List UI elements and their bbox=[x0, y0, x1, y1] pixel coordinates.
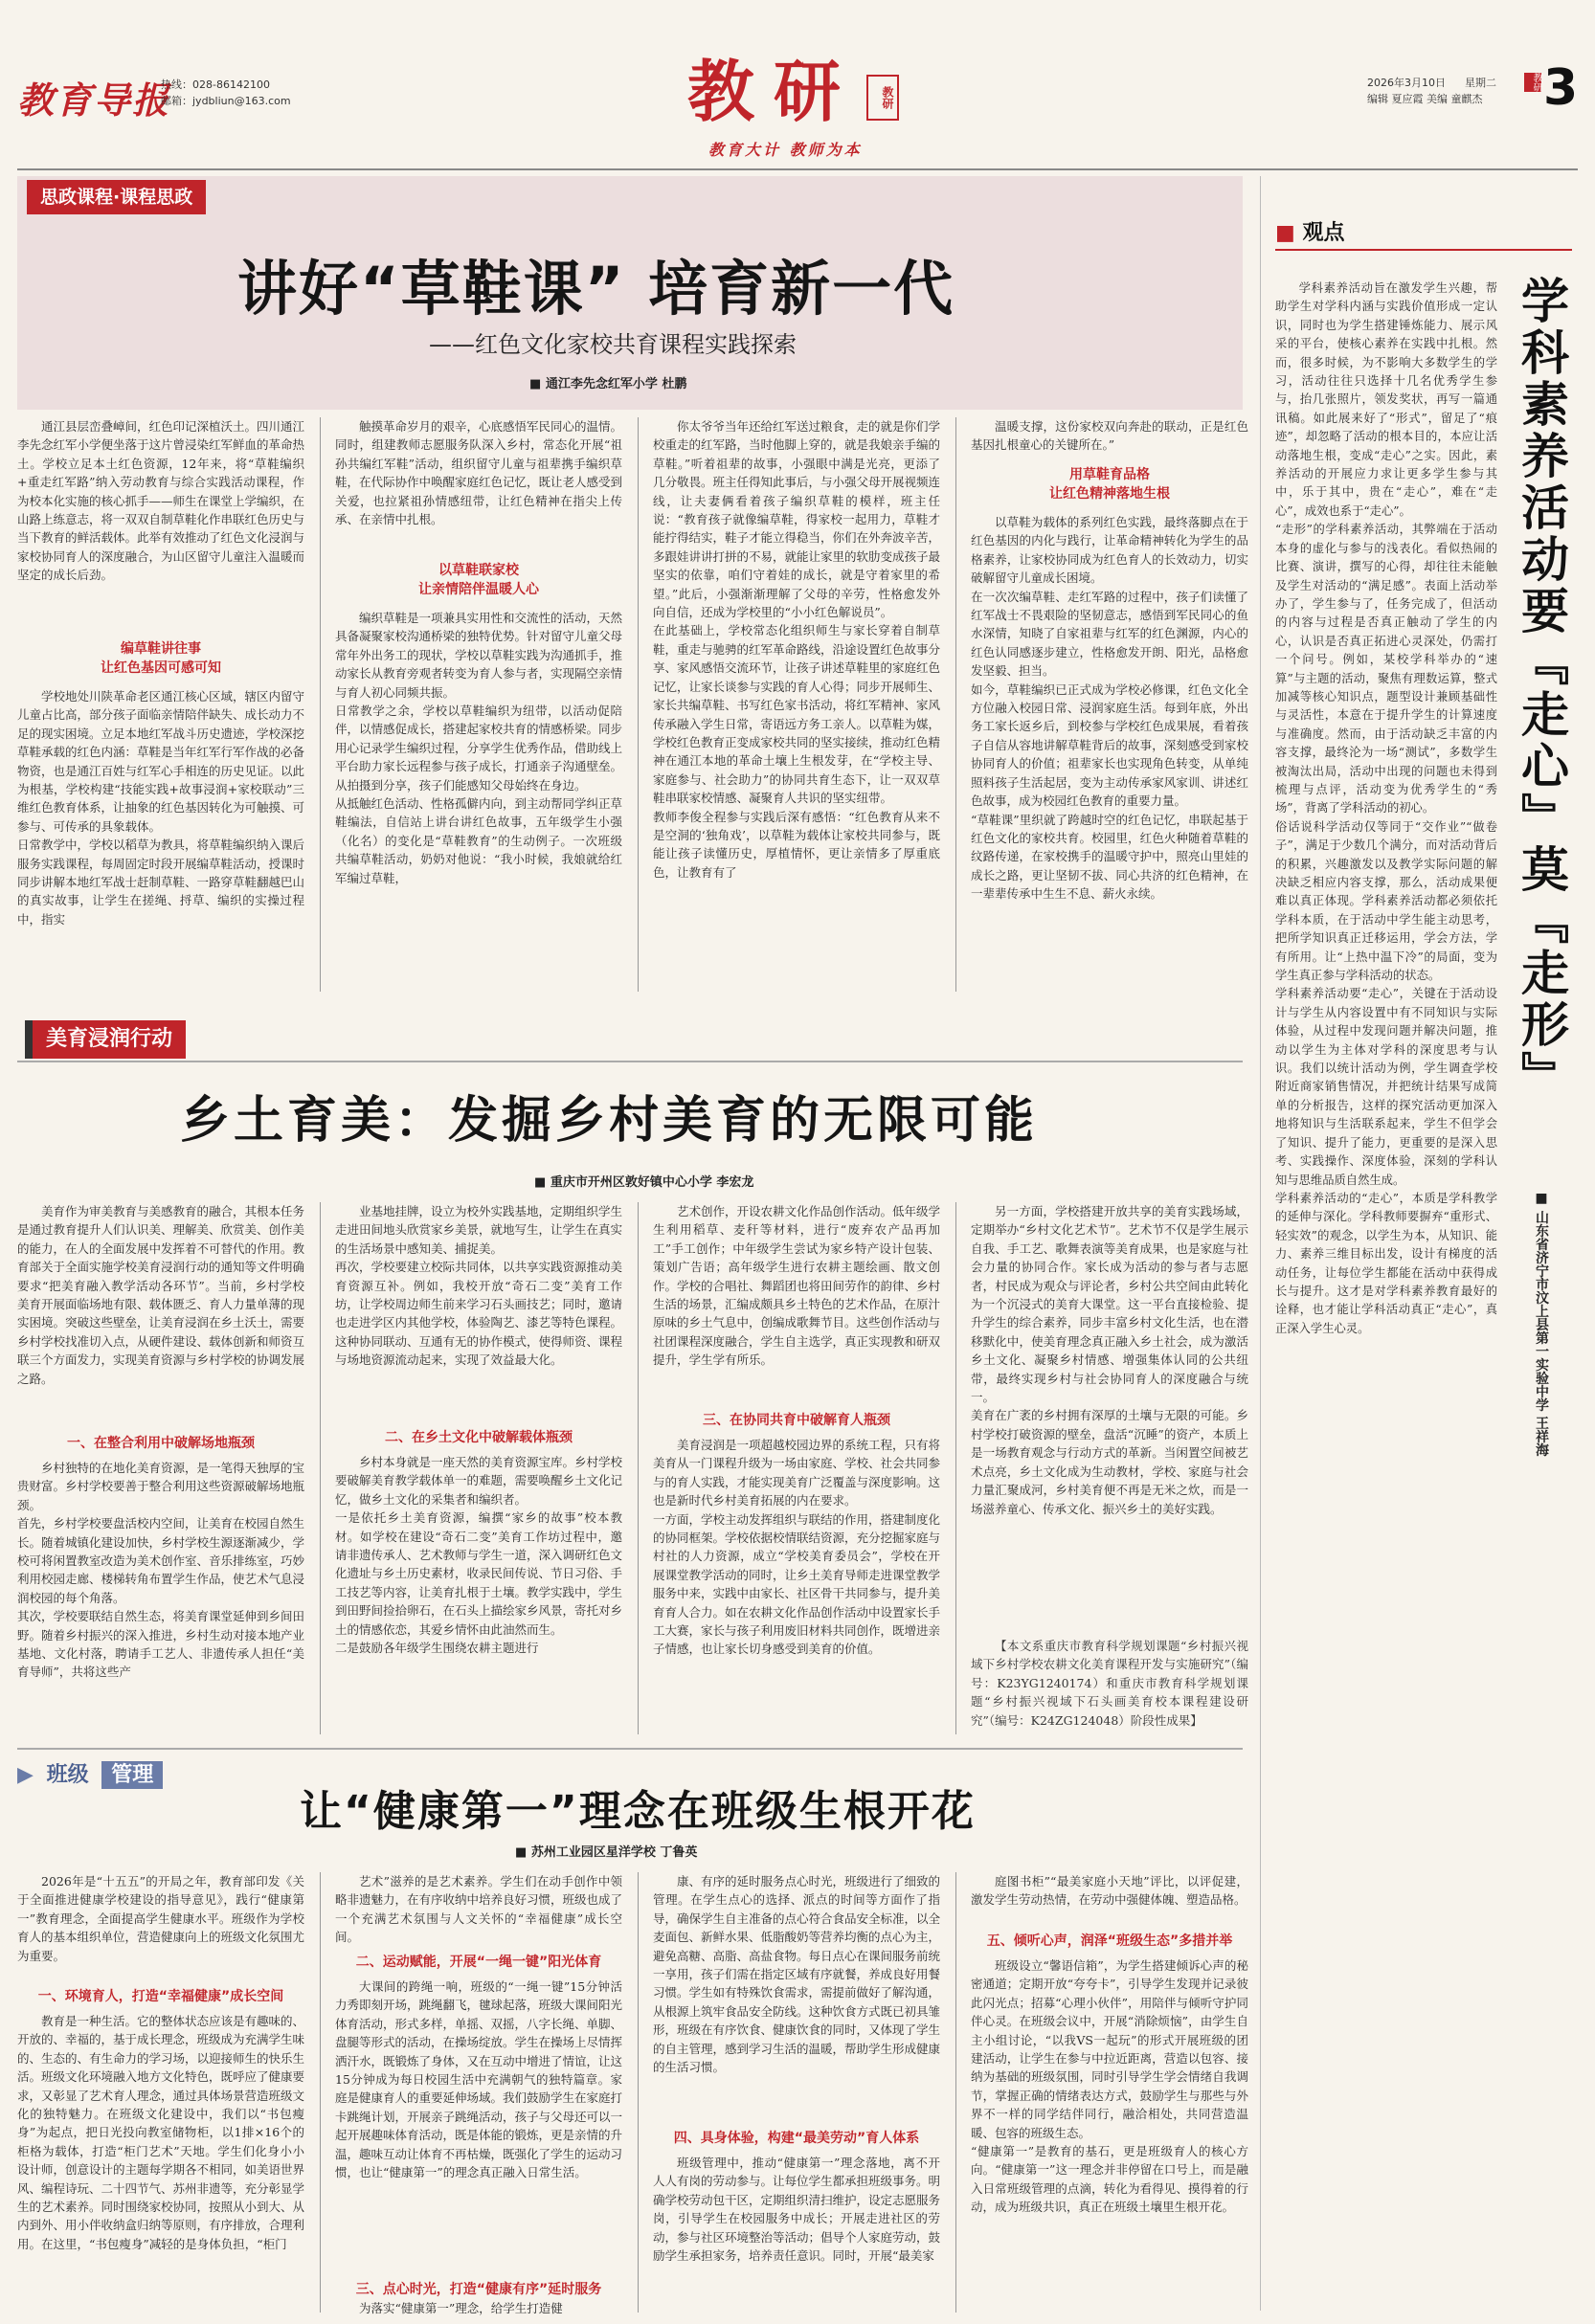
section-title: 教研 bbox=[687, 52, 860, 131]
article3-col2c: 为落实“健康第一”理念，给学生打造健 bbox=[359, 2301, 563, 2315]
slogan: 教育大计 教师为本 bbox=[708, 141, 863, 159]
article3-col2: 艺术”滋养的是艺术素养。学生们在动手创作中领略非遗魅力，在有序收纳中培养良好习惯，班级也成了一个充满艺术氛围与人文关怀的“幸福健康”成长空间。 bbox=[335, 1874, 622, 1945]
article1-col2b: 编织草鞋是一项兼具实用性和交流性的活动，天然具备凝聚家校沟通桥梁的独特优势。针对留守儿童父母常年外出务工的现状，学校以草鞋实践为沟通抓手，推动家长从教育旁观者转变为育人参与者，实现隔空亲情与育人初心同频共振。 日常教学之余，学校以草鞋编织为纽带，以活动促陪伴，以情感促成长，搭建起家校共育的情感桥梁。同步用心记录学生编织过程，分享学生优秀作品，借助线上平台助力家长远程参与孩子成长，打通亲子沟通壁垒。从拍摄到分享，孩子们能感知父母始终在身边。 从抵触红色活动、性格孤僻内向，到主动帮同学纠正草鞋编法，自信站上讲台讲红色故事，五年级学生小强（化名）的变化是“草鞋教育”的生动例子。一次班级共编草鞋活动，奶奶对他说：“我小时候，我娘就给红军编过草鞋， bbox=[335, 611, 622, 885]
article3-sub2: 二、运动赋能，开展“一绳一键”阳光体育 bbox=[355, 1955, 602, 1970]
article1-col4: 以草鞋为载体的系列红色实践，最终落脚点在于红色基因的内化与践行，让革命精神转化为学生的品格素养，让家校协同成为红色育人的长效动力，切实破解留守儿童成长困境。 在一次次编草鞋、走红军路的过程中，孩子们读懂了红军战士不畏艰险的坚韧意志，感悟到军民同心的鱼水深情，知晓了自家祖辈与红军的红色渊源，内心的红色认同感逐步建立，性格愈发开朗、阳光，品格愈发坚毅、担当。 如今，草鞋编织已正式成为学校必修课，红色文化全方位融入校园日常、浸润家庭生活。每到年底，外出务工家长返乡后，到校参与学校红色成果展，看着孩子自信从容地讲解草鞋背后的故事，深刻感受到家校协同育人的价值；祖辈家长也实现角色转变，从单纯照料孩子生活起居，变为主动传承家风家训、讲述红色故事，成为校园红色教育的重要力量。 “草鞋课”里织就了跨越时空的红色记忆，串联起基于红色文化的家校共育。校园里，红色火种随着草鞋的纹路传递，在家校携手的温暖守护中，照亮山里娃的成长之路，更让坚韧不拔、同心共济的红色精神，在一辈辈传承中生生不息、薪火永续。 bbox=[971, 515, 1248, 902]
divider bbox=[320, 417, 321, 992]
article-class-health bbox=[17, 1748, 1248, 2316]
article-rural-aesthetics bbox=[17, 1020, 1248, 1738]
article3-byline bbox=[515, 1842, 697, 1860]
opinion-tag-text: 观点 bbox=[1302, 221, 1345, 245]
article2-sub3: 三、在协同共育中破解育人瓶颈 bbox=[703, 1413, 890, 1428]
article2-tag-text: 美育浸润行动 bbox=[46, 1027, 173, 1051]
article2-byline-text: 重庆市开州区敦好镇中心小学 李宏龙 bbox=[550, 1175, 754, 1190]
opinion-byline bbox=[1532, 1191, 1551, 1612]
article3-col4b: 班级设立“馨语信箱”，为学生搭建倾诉心声的秘密通道；定期开放“夸夸卡”，引导学生发现并记录彼此闪光点；招募“心理小伙伴”，用陪伴与倾听守护同伴心灵。在班级会议中，开展“消除烦恼”，由学生自主小组讨论，“以我VS一起玩”的形式开展班级的团建活动，让学生在参与中拉近距离，营造以包容、接纳为基础的班级氛围，同时引导学生学会情绪自我调节，掌握正确的情绪表达方式，鼓励学生与那些与外界不一样的同学结伴同行，融洽相处，共同营造温暖、包容的班级生态。 “健康第一”是教育的基石，更是班级育人的核心方向。“健康第一”这一理念并非停留在口号上，而是融入日常班级管理的点滴，转化为看得见、摸得着的行动，成为班级共识，真正在班级土壤里生根开花。 bbox=[971, 1958, 1248, 2215]
byline-square-icon: ■ bbox=[515, 1845, 531, 1860]
article2-col1: 美育作为审美教育与美感教育的融合，其根本任务是通过教育提升人们认识美、理解美、欣赏美、创作美的能力，在人的全面发展中发挥着不可替代的作用。教育部关于全面实施学校美育浸润行动的通知等文件明确要求“把美育融入教学活动各环节”。当前，乡村学校美育开展面临场地有限、载体匮乏、育人力量单薄的现实困境。突破这些壁垒，让美育浸润在乡土沃土，需要乡村学校找准切入点，从硬件建设、载体创新和师资互联三个方面发力，实现美育资源与乡村学校的协调发展之路。 bbox=[17, 1204, 304, 1386]
arrow-icon: ▶ bbox=[17, 1763, 34, 1787]
article3-byline-text: 苏州工业园区星洋学校 丁鲁英 bbox=[530, 1845, 698, 1860]
divider bbox=[320, 1202, 321, 1734]
opinion-tag-rule bbox=[1275, 249, 1572, 251]
article1-sub2: 以草鞋联家校 让亲情陪伴温暖人心 bbox=[418, 563, 539, 597]
article1-intro: 通江县层峦叠嶂间，红色印记深植沃土。四川通江李先念红军小学便坐落于这片曾浸染红军鲜血的革命热土。学校立足本土红色资源，12年来，将“草鞋编织+重走红军路”纳入劳动教育与综合实践活动课程，作为校本化实施的核心抓手——师生在课堂上学编织，在山路上练意志，将一双双自制草鞋化作串联红色历史与当下教育的鲜活载体。此举有效推动了红色文化浸润与家校协同育人的深度融合，为山区留守儿童注入温暖而坚定的成长后劲。 bbox=[17, 419, 304, 583]
article2-sub2: 二、在乡土文化中破解载体瓶颈 bbox=[385, 1430, 573, 1445]
masthead bbox=[0, 0, 1595, 172]
article2-col4: 另一方面，学校搭建开放共享的美育实践场域，定期举办“乡村文化艺术节”。艺术节不仅是学生展示自我、手工艺、歌舞表演等美育成果，也是家庭与社会力量的协同合作。家长成为活动的参与者与志愿者，村民成为观众与评论者，乡村公共空间由此转化为一个沉浸式的美育大课堂。这一平台直接检验、提升学生的综合素养，同步丰富乡村文化生活，也在潜移默化中，使美育理念真正融入乡土社会，成为激活乡土文化、凝聚乡村情感、增强集体认同的公共纽带，最终实现乡村与社会协同育人的深度融合与统一。 美育在广袤的乡村拥有深厚的土壤与无限的可能。乡村学校打破资源的壁垒，盘活“沉睡”的资产，本质上是一场教育观念与行动方式的革新。当闲置空间被艺术点亮，乡土文化成为生动教材，学校、家庭与社会力量汇聚成河，乡村美育便不再是无米之炊，而是一场滋养童心、传承文化、振兴乡土的美好实践。 bbox=[971, 1204, 1248, 1516]
article3-title: 让“健康第一”理念在班级生根开花 bbox=[300, 1787, 976, 1836]
article1-byline bbox=[529, 373, 686, 391]
article1-byline-text: 通江李先念红军小学 杜鹏 bbox=[545, 377, 687, 391]
divider bbox=[320, 1872, 321, 2313]
article3-rule bbox=[17, 1748, 1243, 1750]
article1-tag: 思政课程·课程思政 bbox=[27, 180, 206, 214]
divider bbox=[1260, 176, 1261, 2311]
article3-sub5: 五、倾听心声，润泽“班级生态”多措并举 bbox=[986, 1933, 1233, 1949]
opinion-tag bbox=[1275, 216, 1344, 246]
article2-title: 乡土育美：发掘乡村美育的无限可能 bbox=[180, 1092, 1039, 1150]
paper-logo: 教育导报 bbox=[17, 78, 171, 122]
opinion-byline-text: 山东省济宁市汶上县第一实验中学 王祥海 bbox=[1534, 1210, 1549, 1457]
opinion-title: 学科素养活动要『走心』莫『走形』 bbox=[1514, 276, 1569, 1103]
article2-col3b: 美育浸润是一项超越校园边界的系统工程，只有将美育从一门课程升级为一场由家庭、学校、社会共同参与的育人实践，才能实现美育广泛覆盖与深度影响。这也是新时代乡村美育拓展的内在要求。 一方面，学校主动发挥组织与联结的作用，搭建制度化的协同框架。学校依据校情联结资源，充分挖掘家庭与村社的人力资源，成立“学校美育委员会”，学校在开展课堂教学活动的同时，让乡土美育导师走进课堂教学服务中来，实践中由家长、社区骨干共同参与，提升美育育人合力。如在农耕文化作品创作活动中设置家长手工大赛，家长与孩子利用废旧材料共同创作，既增进亲子情感，也让家长切身感受到美育的价值。 bbox=[653, 1438, 940, 1657]
byline-square-icon: ■ bbox=[534, 1175, 550, 1190]
editors: 编辑 夏应霞 美编 童麒杰 bbox=[1367, 93, 1483, 105]
section-seal: 教研 bbox=[866, 75, 899, 121]
page-number: 3 bbox=[1543, 59, 1579, 117]
article3-sub4: 四、具身体验，构建“最美劳动”育人体系 bbox=[673, 2131, 920, 2146]
article1-col1: 学校地处川陕革命老区通江核心区域，辖区内留守儿童占比高，部分孩子面临亲情陪伴缺失、成长动力不足的现实困境。立足本地红军战斗历史遗迹，学校深挖草鞋承载的红色内涵：草鞋是当年红军行军作战的必备物资，也是通江百姓与红军心手相连的历史见证。以此为根基，学校构建“技能实践+故事浸润+家校联动”三维红色教育体系，让抽象的红色基因转化为可触摸、可参与、可传承的具象载体。 日常教学中，学校以稻草为教具，将草鞋编织纳入课后服务实践课程，每周固定时段开展编草鞋活动，授课时同步讲解本地红军战士赶制草鞋、一路穿草鞋翻越巴山的真实故事，让学生在搓绳、捋草、编织的实操过程中，指实 bbox=[17, 689, 304, 927]
article3-col1: 2026年是“十五五”的开局之年，教育部印发《关于全面推进健康学校建设的指导意见》，践行“健康第一”教育理念，全面提高学生健康水平。班级作为学校育人的基本组织单位，营造健康向上的班级文化氛围尤为重要。 bbox=[17, 1874, 304, 1963]
email: 邮箱：jydbliun@163.com bbox=[161, 95, 291, 107]
byline-square-icon: ■ bbox=[529, 377, 546, 391]
article1-subtitle: ——红色文化家校共育课程实践探索 bbox=[429, 331, 797, 358]
masthead-rule bbox=[17, 168, 1578, 170]
article2-col2: 业基地挂牌，设立为校外实践基地，定期组织学生走进田间地头欣赏家乡美景，就地写生，让学生在真实的生活场景中感知美、捕捉美。 再次，学校要建立校际共同体，以共享实践资源推动美育资源互补。例如，我校开放“奇石二变”美育工作坊，让学校周边师生前来学习石头画技艺；同时，邀请也走进学区内其他学校，体验陶艺、漆艺等特色课程。这种协同联动、互通有无的协作模式，使得师资、课程与场地资源流动起来，实现了效益最大化。 bbox=[335, 1204, 622, 1368]
hotline: 热线：028-86142100 bbox=[161, 78, 270, 91]
article-red-culture bbox=[17, 176, 1248, 999]
article2-tag bbox=[25, 1020, 186, 1059]
article3-tag bbox=[17, 1759, 163, 1792]
issue-weekday: 星期二 bbox=[1465, 77, 1496, 89]
article1-col2a: 触摸革命岁月的艰辛，心底感悟军民同心的温情。同时，组建教师志愿服务队深入乡村，常态化开展“祖孙共编红军鞋”活动，组织留守儿童与祖辈携手编织草鞋，在代际协作中唤醒家庭红色记忆，既让老人感受到关爱，也拉紧祖孙情感纽带，让红色精神在指尖上传承、在亲情中扎根。 bbox=[335, 419, 622, 527]
article3-sub1: 一、环境育人，打造“幸福健康”成长空间 bbox=[37, 1989, 284, 2004]
article2-col2b: 乡村本身就是一座天然的美育资源宝库。乡村学校要破解美育教学载体单一的难题，需要唤醒乡土文化记忆，做乡土文化的采集者和编织者。 一是依托乡土美育资源，编撰“家乡的故事”校本教材。如学校在建设“奇石二变”美育工作坊过程中，邀请非遗传承人、艺术教师与学生一道，深入调研红色文化遗址与乡土历史素材，收录民间传说、节日习俗、手工技艺等内容，让美育扎根于土壤。教学实践中，学生到田野间捡拾卵石，在石头上描绘家乡风景，寄托对乡土的情感依恋，其爱乡情怀由此油然而生。 二是鼓励各年级学生围绕农耕主题进行 bbox=[335, 1455, 622, 1656]
article2-note: 【本文系重庆市教育科学规划课题“乡村振兴视域下乡村学校农耕文化美育课程开发与实施研究”（编号：K23YG1240174）和重庆市教育科学规划课题“乡村振兴视域下石头画美育校本课程建设研究”（编号：K24ZG124048）阶段性成果】 bbox=[971, 1639, 1248, 1728]
article3-col3: 康、有序的延时服务点心时光，班级进行了细致的管理。在学生点心的选择、派点的时间等方面作了指导，确保学生自主准备的点心符合食品安全标准，以全麦面包、新鲜水果、低脂酸奶等营养均衡的点心为主，避免高糖、高脂、高盐食物。每日点心在课间服务前统一享用，孩子们需在指定区域有序就餐，养成良好用餐习惯。学生如有特殊饮食需求，需提前做好了解沟通，从根源上筑牢食品安全防线。这种饮食方式既已初具雏形，班级在有序饮食、健康饮食的同时，又体现了学生的自主管理，感到学习生活的温暖，帮助学生形成健康的生活习惯。 bbox=[653, 1874, 940, 2075]
article2-byline bbox=[534, 1172, 753, 1190]
article1-col3: 你太爷爷当年还给红军送过粮食，走的就是你们学校重走的红军路，当时他脚上穿的，就是我娘亲手编的草鞋。”听着祖辈的故事，小强眼中满是光亮，更添了几分敬畏。班主任得知此事后，与小强父母开展视频连线，让夫妻俩看着孩子编织草鞋的模样，班主任说：“教育孩子就像编草鞋，得家校一起用力，草鞋才能拧得结实，鞋子才能立得稳当，你们在外奔波辛苦，多跟娃讲讲打拼的不易，就能让家里的软肋变成孩子最坚实的依靠，咱们守着娃的成长，就是守着家里的希望。”此后，小强渐渐理解了父母的辛劳，性格愈发外向自信，还成为学校里的“小小红色解说员”。 在此基础上，学校常态化组织师生与家长穿着自制草鞋，重走与驰骋的红军革命路线，沿途设置红色故事分享、家风感悟交流环节，让孩子讲述草鞋里的家庭红色记忆，让家长谈参与实践的育人心得；同步开展师生、家长共编草鞋、书写红色家书活动，将红军精神、家风传承融入学生日常，寄语远方务工亲人。以草鞋为媒，学校红色教育正变成家校共同的坚实接续，推动红色精神在通江本地的革命土壤上生根发芽，在“学校主导、家庭参与、社会助力”的协同共育生态下，让一双双草鞋串联家校情感、凝聚育人共识的坚实纽带。 教师李俊全程参与实践后深有感悟：“红色教育从来不是空洞的‘独角戏’，以草鞋为载体让家校共同参与，既能让孩子读懂历史，厚植情怀，更让亲情多了厚重底色，让教育有了 bbox=[653, 419, 940, 880]
divider bbox=[955, 1872, 956, 2313]
opinion-sidebar bbox=[1260, 176, 1582, 2316]
article1-sub1: 编草鞋讲往事 让红色基因可感可知 bbox=[101, 641, 221, 676]
article3-col1b: 教育是一种生活。它的整体状态应该是有趣味的、开放的、幸福的，基于成长理念，班级成为充满学生味的、生态的、有生命力的学习场，以迎接师生的快乐生活。班级文化环境融入地方文化特色，既呼应了健康要求，又彰显了艺术育人理念，通过具体场景营造班级文化的独特魅力。在班级文化建设中，我们以“书包瘦身”为起点，把日光投向教室储物柜，以1排×16个的柜格为载体，打造“柜门艺术”天地。学生们化身小小设计师，创意设计的主题每学期各不相同，如美语世界风、编程诗玩、二十四节气、苏州非遗等，充分彰显学生的艺术素养。同时围绕家校协同，按照从小到大、从内到外、用小伴收纳盒归纳等原则，有序排放，合理利用。在这里，“书包瘦身”减轻的是身体负担，“柜门 bbox=[17, 2014, 304, 2251]
article2-col3: 艺术创作，开设农耕文化作品创作活动。低年级学生利用稻草、麦秆等材料，进行“废弃农产品再加工”手工创作；中年级学生尝试为家乡特产设计包装、策划广告语；高年级学生进行农耕主题绘画、散文创作。学校的合唱社、舞蹈团也将田间劳作的韵律、乡村生活的场景，汇编成颇具乡土特色的艺术作品，在原汁原味的乡土气息中，创编成歌舞节目。这些创作活动与社团课程深度融合，学生自主选学，真正实现教和研双提升，学生学有所乐。 bbox=[653, 1204, 940, 1368]
opinion-body: 学科素养活动旨在激发学生兴趣，帮助学生对学科内涵与实践价值形成一定认识，同时也为学生搭建锤炼能力、展示风采的平台，使核心素养在实践中扎根。然而，很多时候，为不影响大多数学生的学习，活动往往只选择十几名优秀学生参与，抬几张照片，领发奖状，再写一篇通讯稿。如此展来好了“形式”，留足了“痕迹”，却忽略了活动的根本目的，本应让活动落地生根，变成“走心”之实。因此，素养活动的开展应力求让更多学生参与其中，乐于其中，贵在“走心”，难在“走心”，成效也系于“走心”。 “走形”的学科素养活动，其弊端在于活动本身的虚化与参与的浅表化。看似热闹的比赛、演讲，撰写的心得，却往往未能触及学生对活动的“满足感”。表面上活动举办了，学生参与了，任务完成了，但活动的内容与过程是否真正触动了学生的内心，认识是否真正拓进心灵深处，仍需打一个问号。例如，某校学科举办的“速算”与主题的活动，聚焦有理数运算，整式加减等核心知识点，题型设计兼顾基础性与灵活性，本意在于提升学生的计算速度与准确度。然而，由于活动缺乏丰富的内容支撑，最终沦为一场“测试”，多数学生被淘汰出局，活动中出现的问题也未得到梳理与点评，活动变为优秀学生的“秀场”，背离了学科活动的初心。 俗话说科学活动仅等同于“交作业”“做卷子”，满足于少数几个满分，而对活动背后的积累，兴趣激发以及教学实际问题的解决缺乏相应内容支撑，那么，活动成果便难以真正体现。学科素养活动都必须依托学科本质，在于活动中学生能主动思考，把所学知识真正迁移运用，学会方法，学有所用。让“上热中温下冷”的局面，变为学生真正参与学科活动的状态。 学科素养活动要“走心”，关键在于活动设计与学生从内容设置中有不同知识与实际体验，从过程中发现问题并解决问题，推动以学生为主体对学科的深度思考与认识。我们以统计活动为例，学生调查学校附近商家销售情况，并把统计结果写成简单的分析报告，这样的探究活动更加深入地将知识与生活联系起来，学生不但学会了知识、提升了能力，更重要的是深入思考、实践操作、深度体验，深刻的学科认知与思维品质自然生成。 学科素养活动的“走心”，本质是学科教学的延伸与深化。学科教师要摒弃“重形式、轻实效”的观念，以学生为本，从知识、能力、素养三维目标出发，设计有梯度的活动任务，让每位学生都能在活动中获得成长与提升。这才是对学科素养教育最好的诠释，也才能让学科活动真正“走心”，真正深入学生心灵。 bbox=[1275, 281, 1497, 1335]
article3-col4: 庭图书柜”“最美家庭小天地”评比，以评促建，激发学生劳动热情，在劳动中强健体魄、塑造品格。 bbox=[971, 1874, 1248, 1908]
page-label: 教研 bbox=[1524, 73, 1541, 92]
divider bbox=[638, 417, 639, 992]
article3-sub3: 三、点心时光，打造“健康有序”延时服务 bbox=[355, 2282, 602, 2297]
article2-col1b: 乡村独特的在地化美育资源，是一笔得天独厚的宝贵财富。乡村学校要善于整合利用这些资源破解场地瓶颈。 首先，乡村学校要盘活校内空间，让美育在校园自然生长。随着城镇化建设加快，乡村学校生源逐渐减少，学校可将闲置教室改造为美术创作室、音乐排练室，巧妙利用校园走廊、楼梯转角布置学生作品，使艺术气息浸润校园的每个角落。 其次，学校要联结自然生态，将美育课堂延伸到乡间田野。随着乡村振兴的深入推进，乡村生动对接本地产业基地、文化村落，聘请手工艺人、非遗传承人担任“美育导师”，共将这些产 bbox=[17, 1461, 304, 1680]
square-icon: ■ bbox=[1275, 221, 1295, 245]
article1-col4-top: 温暖支撑，这份家校双向奔赴的联动，正是红色基因扎根童心的关键所在。” bbox=[971, 419, 1248, 453]
divider bbox=[955, 417, 956, 992]
divider bbox=[638, 1202, 639, 1734]
article3-col2b: 大课间的跨绳一响，班级的“一绳一键”15分钟活力秀即刻开场，跳绳翻飞，毽球起落，班级大课间阳光体育活动，形式多样，单摇、双摇，八字长绳、单脚、盘腿等形式的活动，在操场绽放。学生在操场上尽情挥洒汗水，既锻炼了身体，又在互动中增进了情谊，让这15分钟成为每日校园生活中充满朝气的独特篇章。家庭是健康育人的重要延伸场域。我们鼓励学生在家庭打卡跳绳计划，开展亲子跳绳活动，孩子与父母还可以一起开展趣味体育活动，既是体能的锻炼，更是亲情的升温，趣味互动让体育不再枯燥，既强化了学生的运动习惯，也让“健康第一”的理念真正融入日常生活。 bbox=[335, 1979, 622, 2180]
article1-title: 讲好“草鞋课” 培育新一代 bbox=[237, 254, 955, 324]
article3-col3b: 班级管理中，推动“健康第一”理念落地，离不开人人有岗的劳动参与。让每位学生都承担班级事务。明确学校劳动包干区，定期组织清扫维护，设定志愿服务岗，引导学生在校园服务中成长；开展走进社区的劳动，参与社区环境整治等活动；倡导个人家庭劳动，鼓励学生承担家务，培养责任意识。同时，开展“最美家 bbox=[653, 2156, 940, 2264]
article3-tag2: 管理 bbox=[101, 1761, 163, 1789]
article1-sub3: 用草鞋育品格 让红色精神落地生根 bbox=[1049, 467, 1170, 502]
article3-tag1: 班级 bbox=[46, 1763, 89, 1787]
divider bbox=[638, 1872, 639, 2313]
issue-date: 2026年3月10日 bbox=[1367, 77, 1446, 89]
article2-rule bbox=[17, 1061, 1243, 1062]
article2-sub1: 一、在整合利用中破解场地瓶颈 bbox=[67, 1436, 255, 1451]
byline-square-icon: ■ bbox=[1534, 1191, 1549, 1211]
divider bbox=[955, 1202, 956, 1734]
